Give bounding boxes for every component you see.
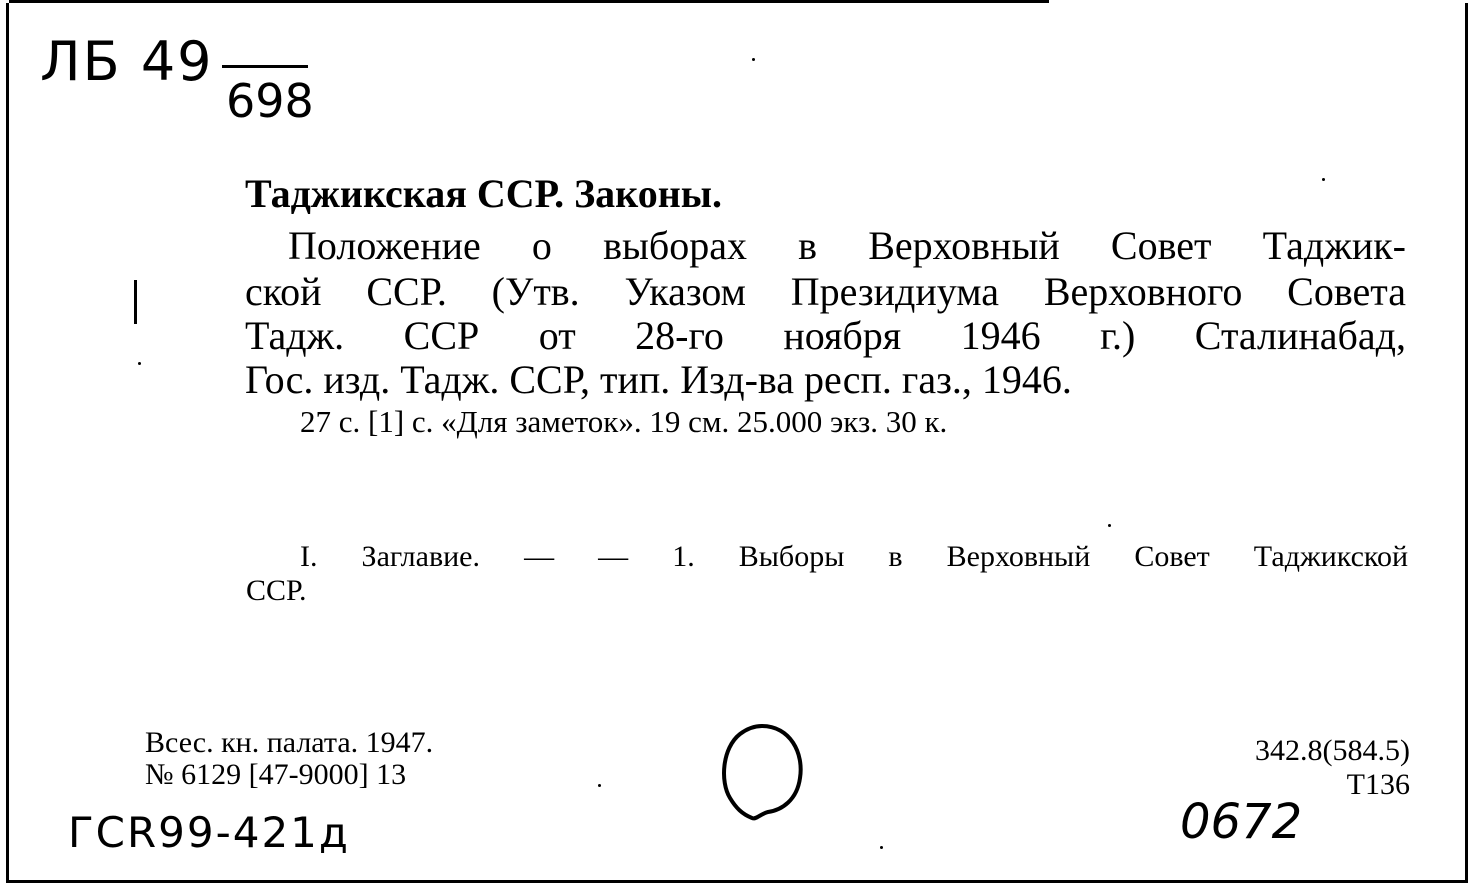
classification-number: 342.8(584.5) [1255, 734, 1410, 767]
scan-speck [880, 846, 883, 849]
scan-speck [1322, 178, 1325, 181]
cutter-number: Т136 [1346, 768, 1410, 801]
handwritten-inventory-number: 0672 [1180, 794, 1303, 850]
body-line-1: Положение о выборах в Верховный Совет Таджик- [288, 223, 1406, 268]
scan-speck [598, 784, 601, 787]
scan-speck [138, 362, 141, 365]
scan-speck [752, 58, 755, 61]
card-heading: Таджикская ССР. Законы. [245, 171, 722, 216]
shelfmark-divider [222, 65, 308, 68]
handwritten-shelf-number: ГСR99-421д [68, 808, 350, 857]
shelfmark-number: 698 [226, 74, 314, 128]
footer-number: № 6129 [47-9000] 13 [145, 758, 407, 791]
scan-mark [134, 280, 137, 324]
scan-speck [1108, 524, 1111, 527]
collation-line: 27 с. [1] с. «Для заметок». 19 см. 25.000 экз. 30 к. [300, 404, 948, 439]
body-line-4: Гос. изд. Тадж. ССР, тип. Изд-ва респ. газ., 1946. [245, 357, 1072, 402]
tracings-line-2: ССР. [246, 574, 307, 607]
footer-chamber: Всес. кн. палата. 1947. [145, 726, 434, 759]
body-line-2: ской ССР. (Утв. Указом Президиума Верховного Совета [245, 269, 1406, 314]
shelfmark-code: ЛБ 49 [40, 30, 214, 93]
punch-hole [712, 718, 812, 828]
tracings-line-1: I. Заглавие. — — 1. Выборы в Верховный Совет Таджикской [300, 540, 1408, 573]
body-line-3: Тадж. ССР от 28-го ноября 1946 г.) Сталинабад, [245, 313, 1406, 358]
